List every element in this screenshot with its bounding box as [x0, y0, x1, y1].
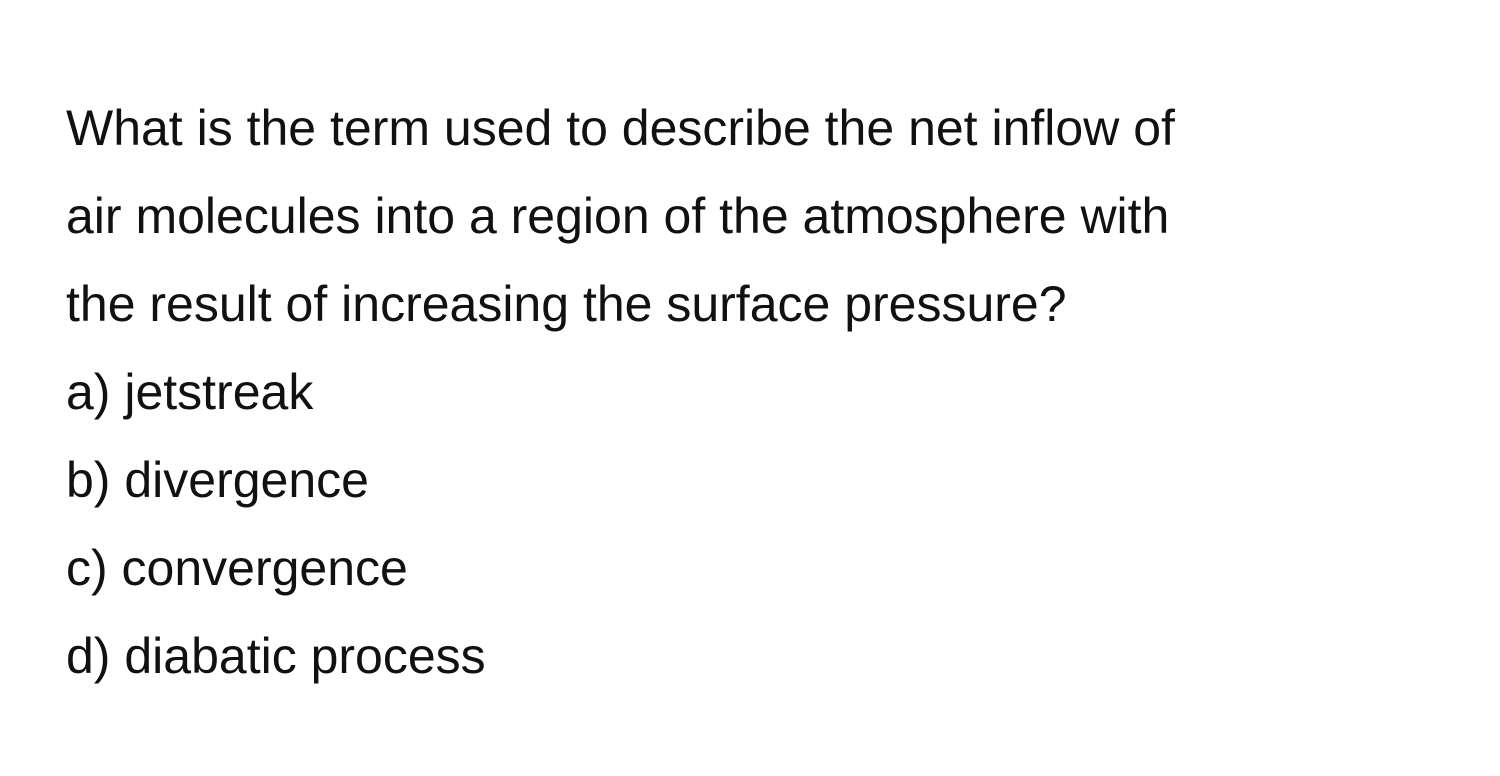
option-b: b) divergence	[66, 452, 369, 508]
option-d: d) diabatic process	[66, 628, 486, 684]
option-a: a) jetstreak	[66, 364, 314, 420]
question-text-line-3: the result of increasing the surface pressure?	[66, 276, 1067, 332]
question-text-line-2: air molecules into a region of the atmosphere with	[66, 188, 1170, 244]
option-c: c) convergence	[66, 540, 408, 596]
question-text-line-1: What is the term used to describe the net inflow of	[66, 100, 1175, 156]
question-card	[66, 84, 1466, 700]
